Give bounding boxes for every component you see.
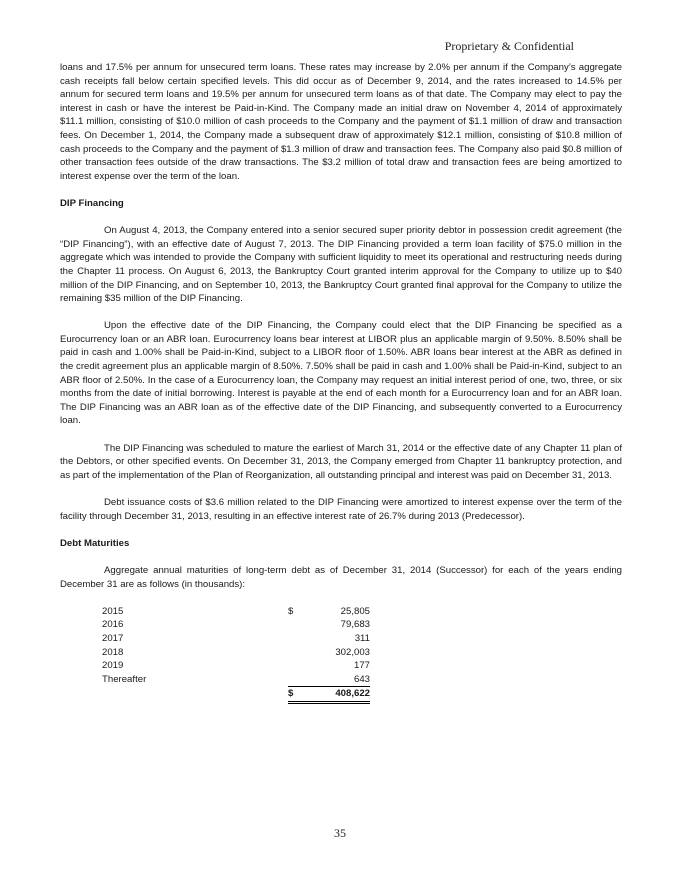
paragraph-maturities-intro: Aggregate annual maturities of long-term debt as of December 31, 2014 (Successor) for each of the years ending December 31 are as follows (in thousands): xyxy=(60,564,622,590)
currency-symbol: $ xyxy=(288,605,294,617)
maturity-amount: 643 xyxy=(353,673,370,685)
maturity-amount: 311 xyxy=(354,632,370,644)
table-row xyxy=(102,673,370,687)
maturity-year: Thereafter xyxy=(102,674,147,686)
currency-symbol xyxy=(288,673,300,687)
table-row xyxy=(102,646,370,660)
maturity-year: 2019 xyxy=(102,660,124,672)
currency-symbol: $ xyxy=(288,687,300,703)
table-row xyxy=(102,618,370,632)
maturity-year: 2016 xyxy=(102,619,124,631)
total-amount: 408,622 xyxy=(300,687,370,703)
maturities-table xyxy=(102,605,370,704)
table-row xyxy=(102,659,370,673)
currency-symbol xyxy=(288,632,300,646)
paragraph-term-loan-rates: loans and 17.5% per annum for unsecured term loans. These rates may increase by 2.0% per annum if the Company’s aggregate cash receipts fall below certain specified levels. This did occur as of December 9, 2014, and the rates increased to 14.5% per annum for secured term loans and 19.5% per annum for unsecured term loans as of that date. The Company may elect to pay the interest in cash or have the interest be Paid-in-Kind. The Company made an initial draw on November 4, 2014 of approximately $11.1 million, consisting of $10.0 million of cash proceeds to the Company and the payment of $1.1 million of draw and transaction fees. On December 1, 2014, the Company made a subsequent draw of approximately $12.1 million, consisting of $10.8 million of cash proceeds to the Company and the payment of $1.3 million of draw and transaction fees. The Company also paid $0.8 million of other transaction fees outside of the draw transactions. The $3.2 million of total draw and transaction fees are being amortized to interest expense over the term of the loan. xyxy=(60,62,622,182)
confidential-header: Proprietary & Confidential xyxy=(444,39,574,53)
paragraph-dip-issuance-costs: Debt issuance costs of $3.6 million related to the DIP Financing were amortized to interest expense over the term of the facility through December 31, 2013, resulting in an effective interest rate of 26.7% during 2013 (Predecessor). xyxy=(60,497,622,522)
maturity-amount: 79,683 xyxy=(340,619,370,631)
dip-financing-heading: DIP Financing xyxy=(60,197,124,209)
maturity-amount: 302,003 xyxy=(335,646,370,658)
currency-symbol xyxy=(288,659,300,673)
maturity-amount: 25,805 xyxy=(340,605,370,617)
currency-symbol xyxy=(288,646,300,660)
maturity-year: 2015 xyxy=(102,605,124,617)
page-number: 35 xyxy=(334,826,346,840)
table-row xyxy=(102,632,370,646)
debt-maturities-heading: Debt Maturities xyxy=(60,537,130,549)
table-row xyxy=(102,605,370,619)
paragraph-dip-maturity: The DIP Financing was scheduled to mature the earliest of March 31, 2014 or the effective date of any Chapter 11 plan of the Debtors, or other specified events. On December 31, 2013, the Company emerged from Chapter 11 bankruptcy protection, and as part of the implementation of the Plan of Reorganization, all outstanding principal and interest was paid on December 31, 2013. xyxy=(60,442,622,481)
paragraph-dip-agreement: On August 4, 2013, the Company entered into a senior secured super priority debtor in possession credit agreement (the “DIP Financing”), with an effective date of August 7, 2013. The DIP Financing provided a term loan facility of $75.0 million in the aggregate which was intended to provide the Company with sufficient liquidity to meet its operational and restructuring needs during the Chapter 11 process. On August 6, 2013, the Bankruptcy Court granted interim approval for the Company to utilize up to $40 million of the DIP Financing, and on September 10, 2013, the Bankruptcy Court granted final approval for the Company to utilize the remaining $35 million of the DIP Financing. xyxy=(60,225,622,305)
paragraph-dip-interest: Upon the effective date of the DIP Financing, the Company could elect that the DIP Financing be specified as a Eurocurrency loan or an ABR loan. Eurocurrency loans bear interest at LIBOR plus an applicable margin of 9.50%. 8.50% shall be paid in cash and 1.00% shall be Paid-in-Kind, subject to a LIBOR floor of 1.50%. ABR loans bear interest at the ABR as defined in the credit agreement plus an applicable margin of 8.50%. 7.50% shall be paid in cash and 1.00% shall be Paid-in-Kind, subject to an ABR floor of 2.50%. In the case of a Eurocurrency loan, the Company may request an initial interest period of one, two, three, or six months from the date of initial borrowing. Interest is payable at the end of each month for a Eurocurrency loan and for an ABR loan. The DIP Financing was an ABR loan as of the effective date of the DIP Financing, and subsequently converted to a Eurocurrency loan. xyxy=(60,320,622,427)
maturity-year: 2017 xyxy=(102,632,124,644)
document-body xyxy=(60,61,622,704)
maturity-amount: 177 xyxy=(353,660,370,672)
total-row xyxy=(102,687,370,703)
maturity-year: 2018 xyxy=(102,646,124,658)
currency-symbol xyxy=(288,618,300,632)
